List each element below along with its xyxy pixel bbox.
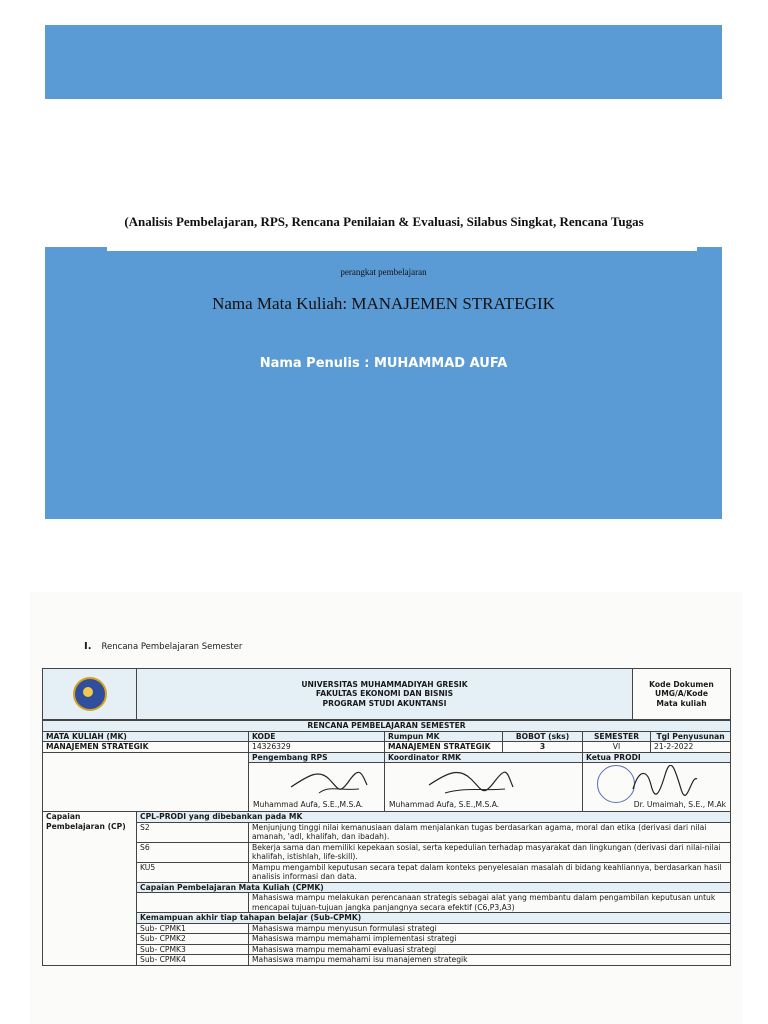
coordinator-name: Muhammad Aufa, S.E.,M.S.A. (389, 799, 500, 809)
section-title: Rencana Pembelajaran Semester (101, 642, 243, 652)
rps-title: RENCANA PEMBELAJARAN SEMESTER (43, 721, 731, 732)
value-course: MANAJEMEN STRATEGIK (43, 742, 249, 753)
value-credits: 3 (503, 742, 583, 753)
university-name: UNIVERSITAS MUHAMMADIYAH GRESIK (301, 679, 468, 689)
col-credits: BOBOT (sks) (503, 731, 583, 742)
university-name-cell (137, 669, 633, 720)
program-name: PROGRAM STUDI AKUNTANSI (322, 698, 447, 708)
value-semester: VI (583, 742, 651, 753)
doc-code-value: UMG/A/Kode (655, 689, 708, 699)
head-signature-cell (583, 763, 731, 812)
subcpmk-text: Mahasiswa mampu memahami evaluasi strategi (249, 944, 731, 955)
subcpmk-heading: Kemampuan akhir tiap tahapan belajar (Sub-CPMK) (137, 913, 731, 924)
author-name: Nama Penulis : MUHAMMAD AUFA (259, 356, 508, 371)
logo-cell (43, 669, 137, 720)
course-title: Nama Mata Kuliah: MANAJEMEN STRATEGIK (212, 294, 555, 313)
band-notch (107, 247, 697, 251)
cpl-text: Mampu mengambil keputusan secara tepat dalam konteks penyelesaian masalah di bidang keahliannya, berdasarkan hasil analisis informasi dan data. (249, 862, 731, 882)
coordinator-signature-cell (385, 763, 583, 812)
coordinator-signature-icon (425, 765, 515, 799)
subcpmk-text: Mahasiswa mampu memahami implementasi strategi (249, 934, 731, 945)
doc-code-suffix: Mata kuliah (656, 698, 707, 708)
section-number: I. (84, 641, 92, 652)
col-code: KODE (249, 731, 385, 742)
value-code: 14326329 (249, 742, 385, 753)
subcpmk-code: Sub- CPMK3 (137, 944, 249, 955)
head-signature-icon (629, 765, 699, 799)
kit-label: perangkat pembelajaran (340, 267, 427, 277)
section-heading (84, 641, 242, 652)
developer-name: Muhammad Aufa, S.E.,M.S.A. (253, 799, 364, 809)
rps-table (42, 720, 731, 966)
cpl-code: S2 (137, 822, 249, 842)
blank-cell (43, 752, 249, 812)
head-label: Ketua PRODI (583, 752, 731, 763)
doc-code-label: Kode Dokumen (649, 679, 714, 689)
subcpmk-text: Mahasiswa mampu memahami isu manajemen strategik (249, 955, 731, 966)
faculty-name: FAKULTAS EKONOMI DAN BISNIS (315, 689, 454, 699)
developer-signature-cell (249, 763, 385, 812)
subcpmk-text: Mahasiswa mampu menyusun formulasi strategi (249, 923, 731, 934)
head-name: Dr. Umaimah, S.E., M.Ak (633, 799, 727, 809)
col-date: Tgl Penyusunan (651, 731, 731, 742)
value-date: 21-2-2022 (651, 742, 731, 753)
cpl-text: Menjunjung tinggi nilai kemanusiaan dalam menjalankan tugas berdasarkan agama, moral dan etika (derivasi dari nilai amanah, 'adl, khalifah, dan ibadah). (249, 822, 731, 842)
developer-label: Pengembang RPS (249, 752, 385, 763)
scanned-rps-page (30, 592, 742, 1024)
cp-label: Capaian Pembelajaran (CP) (43, 812, 137, 966)
cpmk-code-blank (137, 893, 249, 913)
university-logo-icon (73, 677, 107, 711)
coordinator-label: Koordinator RMK (385, 752, 583, 763)
col-course: MATA KULIAH (MK) (43, 731, 249, 742)
cpmk-heading: Capaian Pembelajaran Mata Kuliah (CPMK) (137, 882, 731, 893)
cpl-code: KU5 (137, 862, 249, 882)
cpl-code: S6 (137, 842, 249, 862)
title-band (45, 247, 722, 519)
col-semester: SEMESTER (583, 731, 651, 742)
subcpmk-code: Sub- CPMK1 (137, 923, 249, 934)
col-cluster: Rumpun MK (385, 731, 503, 742)
subcpmk-code: Sub- CPMK2 (137, 934, 249, 945)
doc-code-cell (633, 669, 731, 720)
top-header-band (45, 25, 722, 99)
subcpmk-code: Sub- CPMK4 (137, 955, 249, 966)
cpl-text: Bekerja sama dan memiliki kepekaan sosial, serta kepedulian terhadap masyarakat dan lingkungan (derivasi dari nilai-nilai khalifah, istishlah, life-skill). (249, 842, 731, 862)
document-subtitle: (Analisis Pembelajaran, RPS, Rencana Penilaian & Evaluasi, Silabus Singkat, Rencana Tugas (124, 214, 644, 229)
cpl-heading: CPL-PRODI yang dibebankan pada MK (137, 812, 731, 823)
value-cluster: MANAJEMEN STRATEGIK (385, 742, 503, 753)
developer-signature-icon (289, 765, 369, 799)
university-header-table (42, 668, 731, 720)
cpmk-text: Mahasiswa mampu melakukan perencanaan strategis sebagai alat yang membantu dalam pengambilan keputusan untuk mencapai tujuan-tujuan jangka panjangnya secara efektif (C6,P3,A3) (249, 893, 731, 913)
